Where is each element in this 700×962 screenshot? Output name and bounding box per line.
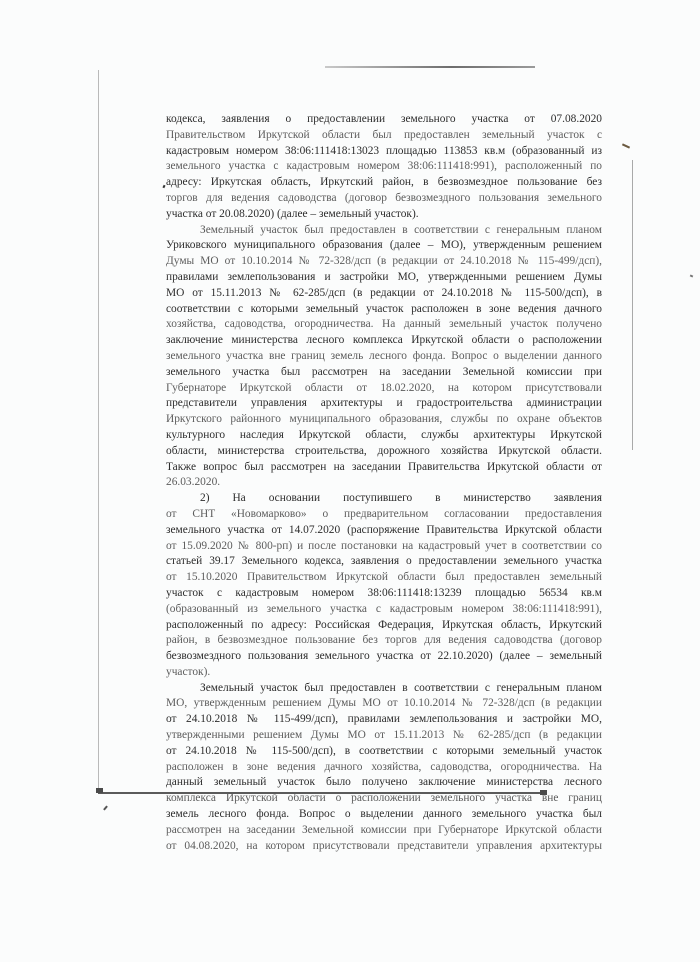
text-line: Уриковского муниципального образования (далее – МО), утвержденным решением (166, 239, 602, 252)
text-line: земельного участка был рассмотрен на заседании Земельной комиссии при (166, 365, 602, 378)
scan-frame-right-edge (632, 160, 633, 450)
document-body-text (166, 112, 602, 854)
text-line: земель лесного фонда. Вопрос о выделении данного земельного участка был (166, 808, 602, 821)
text-line: кодекса, заявления о предоставлении земельного участка от 07.08.2020 (166, 113, 602, 125)
text-line: от 24.10.2018 № 115-499/дсп), правилами землепользования и застройки МО, (166, 713, 602, 726)
text-line: Также вопрос был рассмотрен на заседании Правительства Иркутской области от (166, 460, 602, 473)
text-line: статьей 39.17 Земельного кодекса, заявления о предоставлении земельного участка (166, 555, 602, 568)
scan-frame-left-edge (98, 70, 99, 792)
text-line: заключение министерства лесного комплекса Иркутской области о расположении (166, 334, 602, 347)
text-line: участок с кадастровым номером 38:06:111418:13239 площадью 56534 кв.м (166, 586, 602, 599)
text-line: безвозмездного пользования земельного участка от 22.10.2020) (далее – земельный (166, 650, 602, 663)
text-line: хозяйства, садоводства, огородничества. На данный земельный участок получено (166, 318, 602, 331)
text-line: области, министерства строительства, дорожного хозяйства Иркутской области. (166, 444, 602, 457)
text-line: МО, утвержденным решением Думы МО от 10.10.2014 № 72-328/дсп (в редакции (166, 697, 602, 710)
text-line: от СНТ «Новомарково» о предварительном согласовании предоставления (166, 507, 602, 520)
text-line: Земельный участок был предоставлен в соответствии с генеральным планом (200, 223, 602, 236)
text-line: участок). (166, 665, 211, 678)
text-line: торгов для ведения садоводства (договор безвозмездного пользования земельного (166, 191, 602, 204)
text-line: Земельный участок был предоставлен в соответствии с генеральным планом (200, 681, 602, 694)
text-line: комплекса Иркутской области о расположении земельного участка вне границ (166, 792, 602, 805)
text-line: Правительством Иркутской области был предоставлен земельный участок с (166, 128, 602, 141)
text-line: данный земельный участок было получено заключение министерства лесного (166, 776, 602, 789)
text-line: Губернаторе Иркутской области от 18.02.2020, на котором присутствовали (166, 381, 602, 394)
corner-mark-bottom-left (96, 788, 103, 793)
text-line: соответствии с которыми земельный участок расположен в зоне ведения дачного (166, 302, 602, 315)
text-line: 26.03.2020. (166, 476, 221, 489)
scan-speck (622, 143, 630, 148)
text-line: адресу: Иркутская область, Иркутский район, в безвозмездное пользование без (166, 176, 602, 189)
text-line: участка от 20.08.2020) (далее – земельный участок). (166, 207, 419, 220)
text-line: представители управления архитектуры и градостроительства администрации (166, 397, 602, 410)
text-line: 2) На основании поступившего в министерство заявления (200, 492, 602, 505)
text-line: культурного наследия Иркутской области, службы архитектуры Иркутской (166, 428, 602, 441)
text-line: утвержденными решением Думы МО от 15.11.2013 № 62-285/дсп (в редакции (166, 729, 602, 742)
scan-frame-top-edge (325, 66, 535, 68)
scan-speck (103, 805, 108, 810)
scan-speck (690, 274, 694, 277)
text-line: Думы МО от 10.10.2014 № 72-328/дсп (в редакции от 24.10.2018 № 115-499/дсп), (166, 255, 602, 268)
text-line: Иркутского районного муниципального образования, службы по охране объектов (166, 413, 602, 426)
text-line: расположенный по адресу: Российская Федерация, Иркутская область, Иркутский (166, 618, 602, 631)
text-line: МО от 15.11.2013 № 62-285/дсп (в редакции от 24.10.2018 № 115-500/дсп), в (166, 286, 602, 299)
text-line: земельного участка вне границ земель лесного фонда. Вопрос о выделении данного (166, 349, 602, 362)
text-line: от 24.10.2018 № 115-500/дсп), в соответствии с которыми земельный участок (166, 744, 602, 757)
text-line: правилами землепользования и застройки МО, утвержденными решением Думы (166, 270, 602, 283)
text-line: (образованный из земельного участка с кадастровым номером 38:06:111418:991), (166, 602, 602, 615)
text-line: земельного участка с кадастровым номером 38:06:111418:991), расположенный по (166, 160, 602, 173)
text-line: расположен в зоне ведения дачного хозяйства, садоводства, огородничества. На (166, 760, 602, 773)
text-line: от 15.09.2020 № 800-рп) и после постановки на кадастровый учет в соответствии со (166, 539, 602, 552)
text-line: кадастровым номером 38:06:111418:13023 площадью 113853 кв.м (образованный из (166, 144, 602, 157)
text-line: от 15.10.2020 Правительством Иркутской области был предоставлен земельный (166, 571, 602, 584)
text-line: от 04.08.2020, на котором присутствовали представители управления архитектуры (166, 839, 602, 852)
text-line: земельного участка от 14.07.2020 (распоряжение Правительства Иркутской области (166, 523, 602, 536)
text-line: район, в безвозмездное пользование без торгов для ведения садоводства (договор (166, 634, 602, 647)
text-line: рассмотрен на заседании Земельной комиссии при Губернаторе Иркутской области (166, 823, 602, 836)
